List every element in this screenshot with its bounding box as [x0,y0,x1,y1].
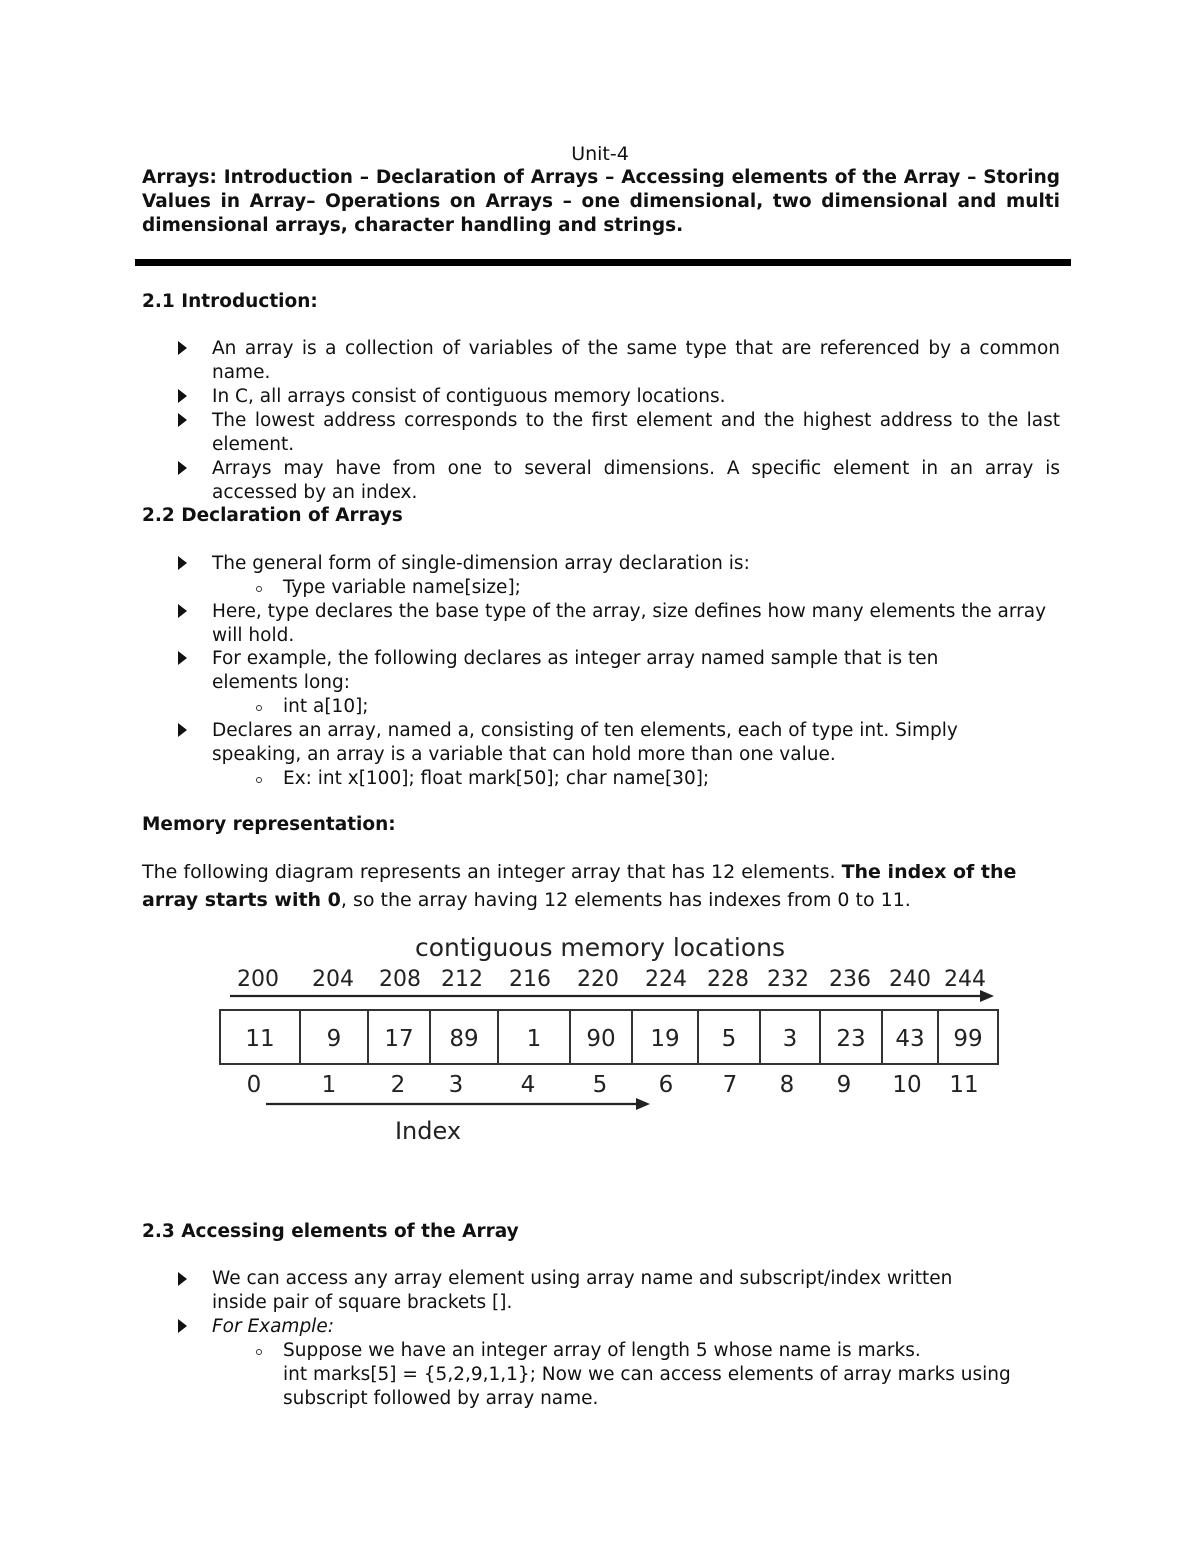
sub-bullet-icon [256,1349,262,1355]
address-label: 232 [767,967,809,992]
index-label: 5 [592,1072,608,1098]
bullet-arrow-icon [178,413,187,427]
declaration-bullet-1: The general form of single-dimension array declaration is: [212,553,750,574]
bullet-arrow-icon [178,461,187,475]
bullet-arrow-icon [178,723,187,737]
intro-bullet-2: In C, all arrays consist of contiguous memory locations. [212,386,726,407]
array-cell-value: 1 [526,1026,542,1052]
address-label: 228 [707,967,749,992]
index-label: 0 [246,1072,262,1098]
address-label: 244 [944,967,986,992]
memory-text-b: , so the array having 12 elements has indexes from 0 to 11. [340,889,911,911]
memory-diagram-svg [200,928,1020,1148]
index-label: 7 [722,1072,738,1098]
index-label: 9 [836,1072,852,1098]
address-label: 216 [509,967,551,992]
memory-text-a: The following diagram represents an integer array that has 12 elements. [142,861,842,883]
sub-bullet-icon [256,705,262,711]
index-label: 4 [520,1072,536,1098]
sub-bullet-icon [256,777,262,783]
array-cell-value: 11 [245,1026,275,1052]
index-label: 1 [321,1072,337,1098]
array-cell-value: 5 [721,1026,737,1052]
bullet-arrow-icon [178,651,187,665]
index-label: 3 [448,1072,464,1098]
intro-bullet-3: The lowest address corresponds to the first element and the highest address to the last element. [212,410,1060,455]
array-cell-value: 43 [895,1026,925,1052]
intro-bullet-1: An array is a collection of variables of the same type that are referenced by a common name. [212,338,1060,383]
declaration-sub-2: int a[10]; [283,696,369,717]
memory-text-bold: The index of the array starts with 0 [142,861,1017,911]
index-label: 8 [779,1072,795,1098]
bullet-arrow-icon [178,1272,187,1286]
address-label: 204 [312,967,354,992]
address-label: 236 [829,967,871,992]
unit-title: Unit-4 [571,143,629,165]
index-label: 6 [658,1072,674,1098]
access-sub-1: Suppose we have an integer array of length 5 whose name is marks. [283,1340,921,1361]
bullet-arrow-icon [178,604,187,618]
address-label: 240 [889,967,931,992]
intro-bullet-4: Arrays may have from one to several dimensions. A specific element in an array is accessed by an index. [212,458,1060,503]
array-cell-value: 90 [586,1026,616,1052]
array-cell-value: 9 [326,1026,342,1052]
index-label: 2 [390,1072,406,1098]
address-label: 212 [441,967,483,992]
index-label: 11 [949,1072,979,1098]
bullet-arrow-icon [178,556,187,570]
unit-summary: Arrays: Introduction – Declaration of Arrays – Accessing elements of the Array – Storing Values in Array– Operations on Arrays – one dimensional, two dimensional and multi dimensional arrays, character handling and strings. [142,167,1060,236]
declaration-bullet-3: For example, the following declares as integer array named sample that is ten elements long: [212,648,939,693]
address-label: 208 [379,967,421,992]
heading-declaration: 2.2 Declaration of Arrays [142,505,403,526]
address-arrow-head-icon [980,990,994,1002]
sub-bullet-icon [256,586,262,592]
array-cell-value: 89 [449,1026,479,1052]
diagram-title: contiguous memory locations [414,933,786,962]
bullet-arrow-icon [178,341,187,355]
horizontal-rule [135,259,1071,266]
index-caption: Index [394,1117,462,1145]
memory-paragraph [142,858,1060,914]
heading-introduction: 2.1 Introduction: [142,291,318,312]
memory-diagram [200,928,1020,1148]
declaration-bullet-2: Here, type declares the base type of the array, size defines how many elements the array will hold. [212,601,1047,646]
bullet-arrow-icon [178,1319,187,1333]
declaration-sub-3: Ex: int x[100]; float mark[50]; char name[30]; [283,768,710,789]
access-bullet-1: We can access any array element using array name and subscript/index written inside pair of square brackets []. [212,1268,953,1313]
index-arrow-head-icon [636,1098,650,1110]
heading-accessing: 2.3 Accessing elements of the Array [142,1221,519,1242]
array-cell-value: 99 [953,1026,983,1052]
array-cell-value: 19 [650,1026,680,1052]
declaration-bullet-4: Declares an array, named a, consisting of ten elements, each of type int. Simply speaking, an array is a variable that can hold more than one value. [212,720,958,765]
index-label: 10 [892,1072,922,1098]
array-cell-value: 17 [384,1026,414,1052]
address-label: 224 [645,967,687,992]
declaration-sub-1: Type variable name[size]; [283,577,521,598]
heading-memory-representation: Memory representation: [142,814,396,835]
access-bullet-2: For Example: [212,1316,334,1337]
address-label: 220 [577,967,619,992]
bullet-arrow-icon [178,389,187,403]
address-label: 200 [237,967,279,992]
access-sub-2: int marks[5] = {5,2,9,1,1}; Now we can access elements of array marks using subscript followed by array name. [283,1364,1011,1409]
array-cell-value: 3 [782,1026,798,1052]
array-cell-value: 23 [836,1026,866,1052]
